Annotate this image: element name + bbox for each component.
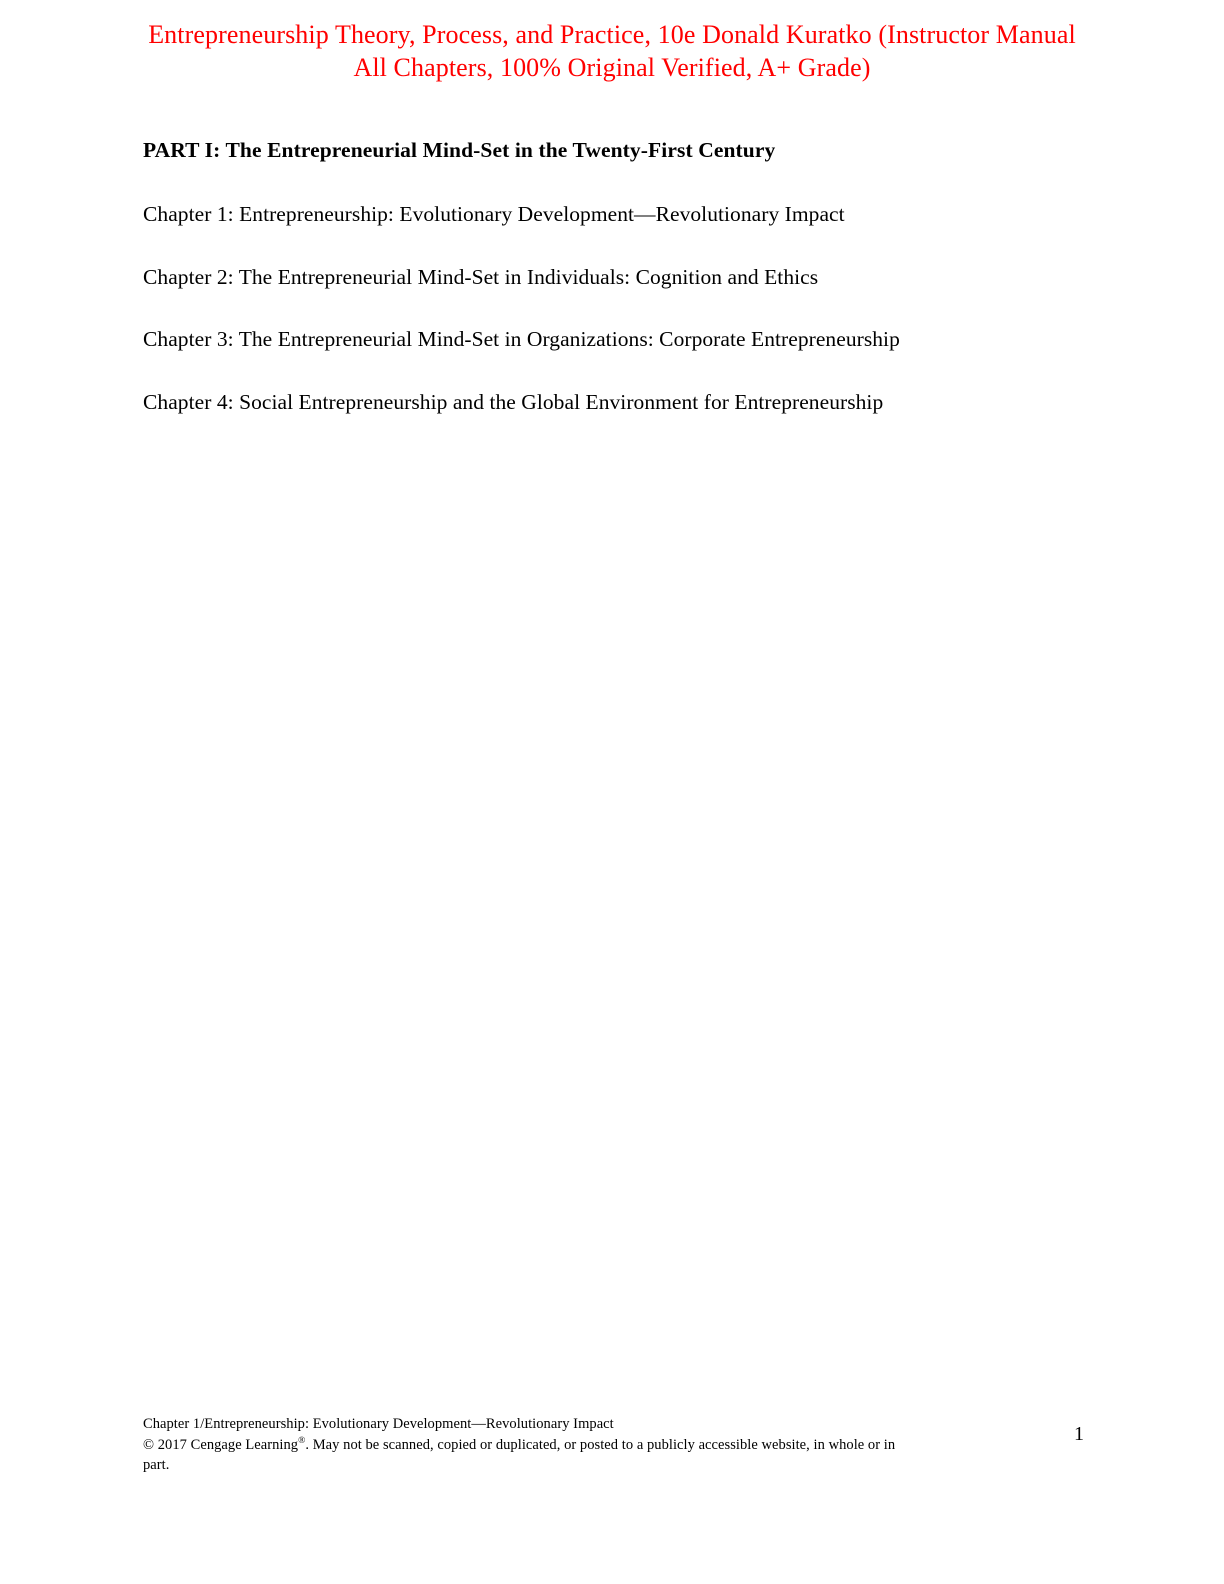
footer-copyright-notice bbox=[143, 1435, 1078, 1456]
document-body bbox=[143, 138, 1073, 453]
registered-trademark-icon: ® bbox=[298, 1435, 306, 1446]
page-number: 1 bbox=[1074, 1423, 1084, 1445]
footer-copyright-suffix: . May not be scanned, copied or duplicated, or posted to a publicly accessible website, in whole or in bbox=[305, 1436, 896, 1453]
chapter-entry-1: Chapter 1: Entrepreneurship: Evolutionary Development—Revolutionary Impact bbox=[143, 201, 845, 226]
footer-running-head: Chapter 1/Entrepreneurship: Evolutionary Development—Revolutionary Impact bbox=[143, 1416, 614, 1432]
chapter-entry-3: Chapter 3: The Entrepreneurial Mind-Set in Organizations: Corporate Entrepreneurship bbox=[143, 327, 900, 352]
document-title-banner bbox=[60, 18, 1164, 85]
footer-copyright-prefix: © 2017 Cengage Learning bbox=[143, 1436, 299, 1453]
document-title-line-2: All Chapters, 100% Original Verified, A+ Grade) bbox=[353, 53, 871, 83]
chapter-entry-2: Chapter 2: The Entrepreneurial Mind-Set in Individuals: Cognition and Ethics bbox=[143, 264, 819, 289]
document-title-line-1: Entrepreneurship Theory, Process, and Practice, 10e Donald Kuratko (Instructor Manual bbox=[148, 20, 1076, 49]
footer-copyright-continuation: part. bbox=[143, 1457, 170, 1474]
page-footer bbox=[143, 1414, 1084, 1476]
chapter-entry-4: Chapter 4: Social Entrepreneurship and the Global Environment for Entrepreneurship bbox=[143, 390, 884, 415]
part-heading: PART I: The Entrepreneurial Mind-Set in the Twenty-First Century bbox=[143, 138, 776, 162]
